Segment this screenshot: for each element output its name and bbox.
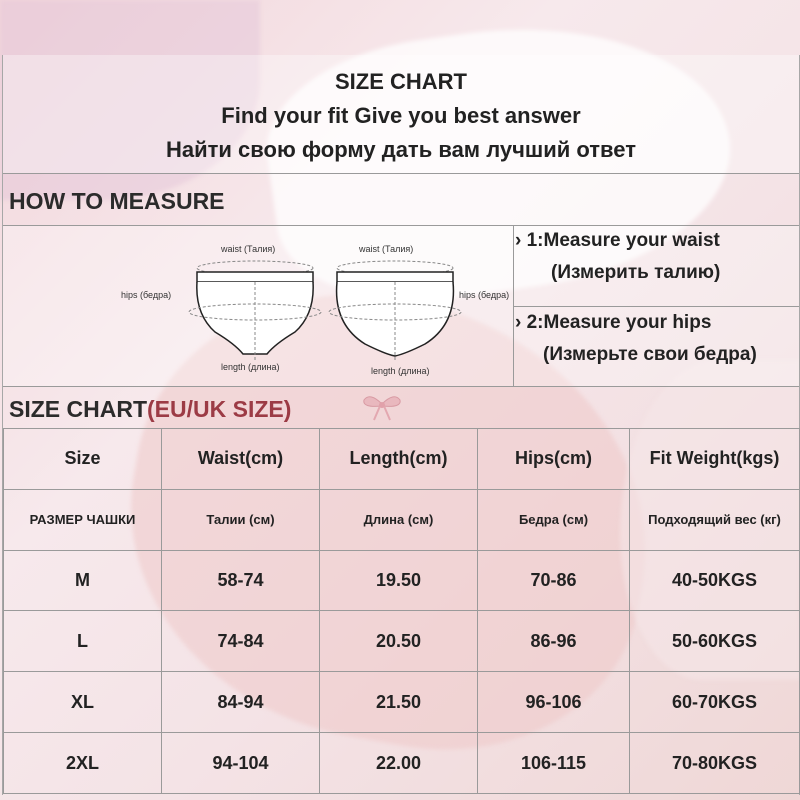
table-cell: 22.00 [320,733,478,794]
table-header: РАЗМЕР ЧАШКИ [4,489,162,550]
size-chart-heading-accent: (EU/UK SIZE) [147,396,292,422]
table-header: Fit Weight(kgs) [630,429,800,490]
table-cell: 20.50 [320,611,478,672]
bow-decoration [360,392,404,422]
table-header-row-ru [4,489,800,550]
step2-ru: (Измерьте свои бедра) [543,344,757,365]
table-cell: 58-74 [162,550,320,611]
back-waist-label: waist (Талия) [359,244,414,254]
table-cell: 94-104 [162,733,320,794]
step2-en: › 2:Measure your hips [515,312,712,333]
table-row [4,550,800,611]
table-header: Length(cm) [320,429,478,490]
front-hips-label: hips (бедра) [121,290,172,300]
how-to-measure-heading: HOW TO MEASURE [9,188,225,214]
table-cell: L [4,611,162,672]
table-cell: 40-50KGS [630,550,800,611]
table-cell: 96-106 [478,672,630,733]
table-row [4,733,800,794]
size-chart-frame [2,55,800,795]
front-waist-label: waist (Талия) [221,244,276,254]
table-cell: 74-84 [162,611,320,672]
front-length-label: length (длина) [221,362,280,372]
size-table [3,428,800,794]
size-chart-heading [9,396,291,423]
table-cell: 70-80KGS [630,733,800,794]
table-cell: 2XL [4,733,162,794]
table-cell: 21.50 [320,672,478,733]
table-cell: 60-70KGS [630,672,800,733]
table-cell: 106-115 [478,733,630,794]
divider [3,173,799,174]
table-header: Hips(cm) [478,429,630,490]
table-cell: 19.50 [320,550,478,611]
table-header: Waist(cm) [162,429,320,490]
back-diagram [303,226,523,386]
table-cell: 84-94 [162,672,320,733]
table-header: Талии (см) [162,489,320,550]
back-hips-label: hips (бедра) [459,290,510,300]
table-header: Длина (см) [320,489,478,550]
title-block [3,55,799,173]
how-to-measure-row [3,226,799,386]
table-cell: XL [4,672,162,733]
subtitle-en: Find your fit Give you best answer [221,103,581,128]
divider [513,306,799,307]
front-diagram [115,226,335,386]
step1-ru: (Измерить талию) [551,262,721,283]
page-title: SIZE CHART [335,69,467,94]
table-row [4,611,800,672]
table-row [4,672,800,733]
table-cell: 86-96 [478,611,630,672]
back-length-label: length (длина) [371,366,430,376]
table-cell: 50-60KGS [630,611,800,672]
table-header: Подходящий вес (кг) [630,489,800,550]
table-cell: 70-86 [478,550,630,611]
table-header: Бедра (см) [478,489,630,550]
table-header-row [4,429,800,490]
size-chart-heading-text: SIZE CHART [9,396,147,422]
table-header: Size [4,429,162,490]
bow-icon [360,392,404,422]
briefs-back-icon [325,254,465,366]
table-cell: M [4,550,162,611]
subtitle-ru: Найти свою форму дать вам лучший ответ [165,137,637,162]
divider [3,386,799,387]
step1-en: › 1:Measure your waist [515,230,720,251]
